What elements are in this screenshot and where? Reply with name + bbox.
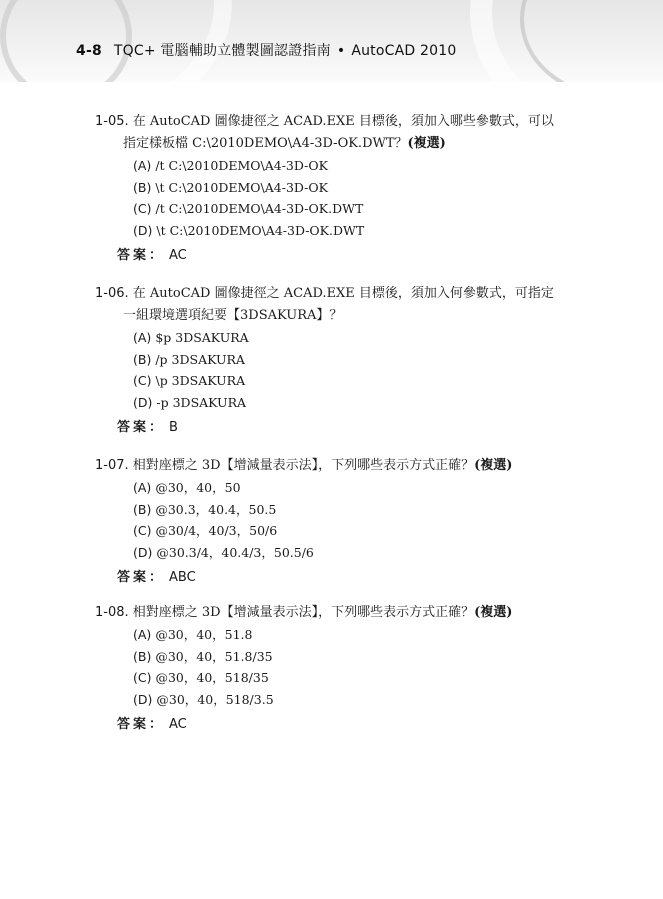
option-a: (A) @30，40，51.8 bbox=[133, 627, 253, 642]
question-text-line2: 一組環境選項紀要【3DSAKURA】？ bbox=[123, 308, 343, 323]
option-d: (D) -p 3DSAKURA bbox=[133, 394, 247, 410]
answer-line bbox=[95, 245, 554, 267]
question-stem bbox=[95, 455, 512, 477]
option-b: (B) \t C:\2010DEMO\A4-3D-OK bbox=[133, 179, 328, 195]
question-text-line1: 在 AutoCAD 圖像捷徑之 ACAD.EXE 目標後，須加入何參數式，可指定 bbox=[132, 286, 554, 301]
option-a: (A) @30，40，50 bbox=[133, 480, 241, 495]
option-c: (C) \p 3DSAKURA bbox=[133, 373, 246, 388]
answer-value: ABC bbox=[169, 570, 196, 585]
multi-select-tag: (複選) bbox=[474, 605, 513, 620]
question-1-08 bbox=[95, 602, 512, 736]
question-stem-continued bbox=[95, 133, 554, 155]
question-number: 1-07. bbox=[95, 458, 129, 473]
option-c: (C) @30/4，40/3，50/6 bbox=[133, 523, 278, 538]
question-stem-continued bbox=[95, 305, 554, 327]
question-number: 1-06. bbox=[95, 286, 129, 301]
option-d: (D) \t C:\2010DEMO\A4-3D-OK.DWT bbox=[133, 222, 365, 238]
option-d: (D) @30，40，518/3.5 bbox=[133, 691, 274, 707]
answer-label: 答案： bbox=[117, 248, 166, 263]
option-b: (B) /p 3DSAKURA bbox=[133, 351, 245, 367]
product-name: AutoCAD 2010 bbox=[351, 43, 457, 59]
header-bullet: • bbox=[336, 43, 346, 59]
option-b: (B) @30，40，51.8/35 bbox=[133, 648, 273, 664]
question-text-line2: 指定樣板檔 C:\2010DEMO\A4-3D-OK.DWT？ bbox=[123, 136, 408, 151]
answer-label: 答案： bbox=[117, 570, 166, 585]
question-stem bbox=[95, 283, 554, 305]
option-b: (B) @30.3，40.4，50.5 bbox=[133, 501, 277, 517]
answer-value: AC bbox=[169, 717, 187, 732]
page-number: 4-8 bbox=[76, 43, 102, 59]
option-d: (D) @30.3/4，40.4/3，50.5/6 bbox=[133, 544, 314, 560]
question-text-line1: 在 AutoCAD 圖像捷徑之 ACAD.EXE 目標後，須加入哪些參數式，可以 bbox=[132, 114, 554, 129]
answer-label: 答案： bbox=[117, 717, 166, 732]
multi-select-tag: (複選) bbox=[407, 136, 446, 151]
question-1-07 bbox=[95, 455, 512, 589]
answer-line bbox=[95, 567, 512, 589]
page-header bbox=[0, 0, 663, 82]
book-title: TQC+ 電腦輔助立體製圖認證指南 bbox=[113, 43, 331, 59]
option-c: (C) /t C:\2010DEMO\A4-3D-OK.DWT bbox=[133, 201, 364, 216]
question-number: 1-05. bbox=[95, 114, 129, 129]
option-a: (A) /t C:\2010DEMO\A4-3D-OK bbox=[133, 158, 328, 173]
answer-line bbox=[95, 417, 554, 439]
multi-select-tag: (複選) bbox=[474, 458, 513, 473]
question-text-line1: 相對座標之 3D【增減量表示法】，下列哪些表示方式正確？ bbox=[132, 605, 475, 620]
question-stem bbox=[95, 111, 554, 133]
answer-value: B bbox=[169, 420, 178, 435]
question-text-line1: 相對座標之 3D【增減量表示法】，下列哪些表示方式正確？ bbox=[132, 458, 475, 473]
question-1-06 bbox=[95, 283, 554, 439]
question-number: 1-08. bbox=[95, 605, 129, 620]
header-decoration-right-ring bbox=[520, 0, 663, 82]
answer-line bbox=[95, 714, 512, 736]
answer-label: 答案： bbox=[117, 420, 166, 435]
question-stem bbox=[95, 602, 512, 624]
option-c: (C) @30，40，518/35 bbox=[133, 670, 269, 685]
question-1-05 bbox=[95, 111, 554, 267]
answer-value: AC bbox=[169, 248, 187, 263]
running-head bbox=[76, 40, 456, 60]
option-a: (A) $p 3DSAKURA bbox=[133, 330, 249, 345]
